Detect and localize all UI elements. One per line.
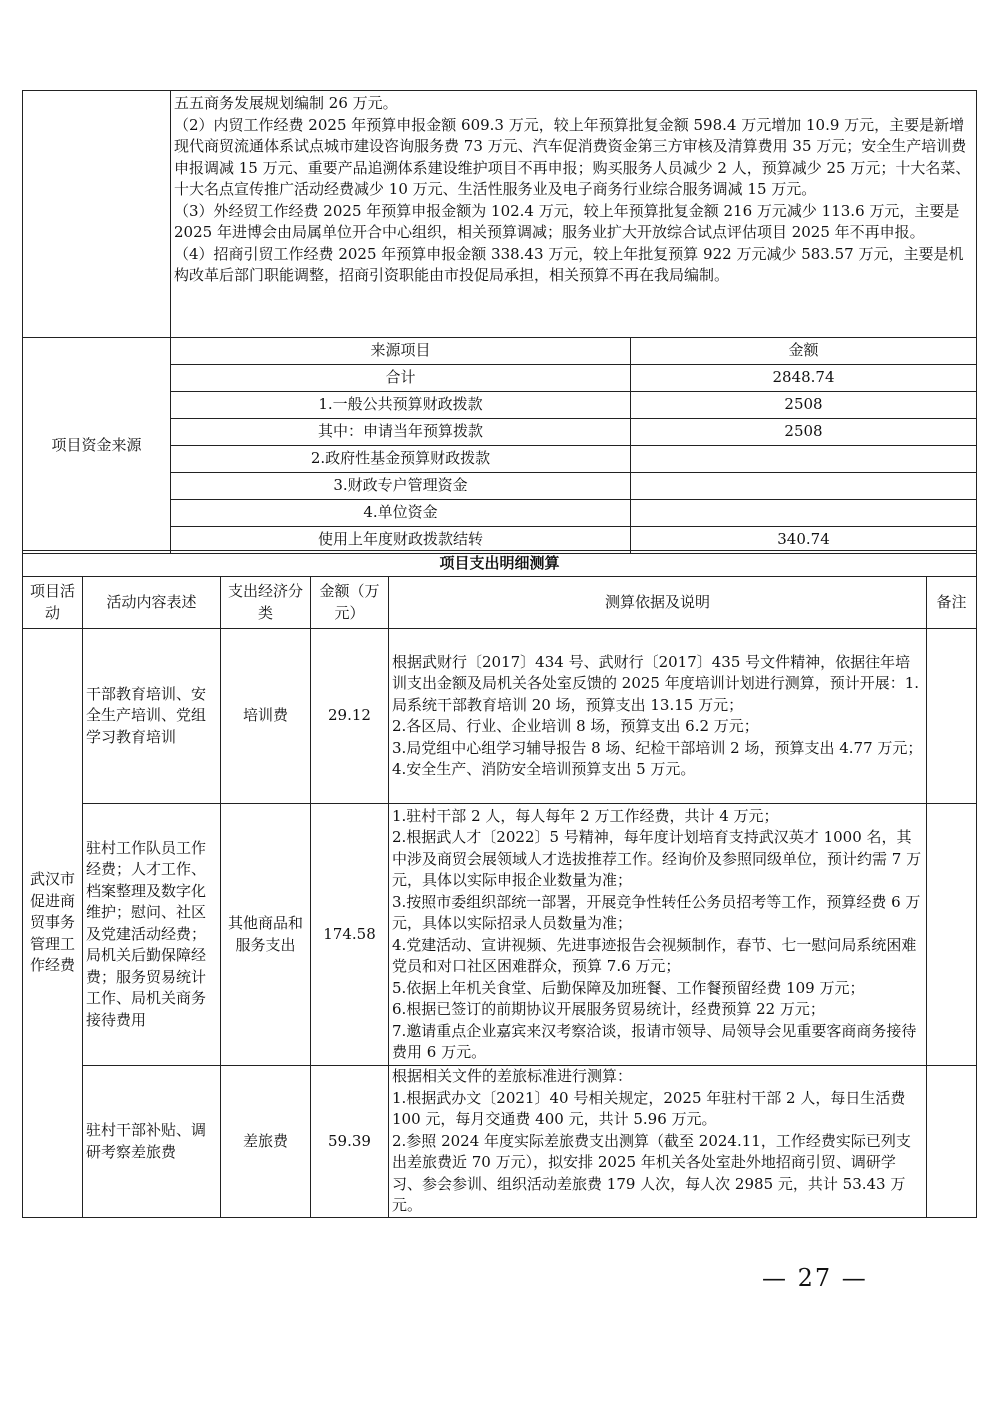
basis-line: 4.安全生产、消防安全培训预算支出 5 万元。 [392, 760, 696, 778]
source-name: 4.单位资金 [171, 500, 631, 527]
explanation-paragraph: （2）内贸工作经费 2025 年预算申报金额 609.3 万元，较上年预算批复金额 598.4 万元增加 10.9 万元，主要是新增现代商贸流通体系试点城市建设咨询服务费 73 万元、汽车促消费资金第三方审核及清算费用 35 万元；安全生产培训费申报调减 15 万元、重要产品追溯体系建设维护项目不再申报；购买服务人员减少 2 人，预算减少 25 万元；十大名菜、十大名点宣传推广活动经费减少 10 万元、生活性服务业及电子商务行业综合服务调减 15 万元。 [174, 115, 971, 198]
col-header-category: 支出经济分类 [221, 577, 311, 629]
source-amount: 2508 [631, 392, 977, 419]
source-name: 2.政府性基金预算财政拨款 [171, 446, 631, 473]
col-header-content: 活动内容表述 [83, 577, 221, 629]
explanation-paragraph: （3）外经贸工作经费 2025 年预算申报金额为 102.4 万元，较上年预算批复金额 216 万元减少 113.6 万元，主要是 2025 年进博会由局属单位开合中心组织，相关预算调减；服务业扩大开放综合试点评估项目 2025 年不再申报。 [174, 201, 960, 241]
table-row [23, 1066, 977, 1218]
source-name: 合计 [171, 365, 631, 392]
source-name: 3.财政专户管理资金 [171, 473, 631, 500]
expense-detail-table [22, 550, 977, 1218]
remark-cell [927, 629, 977, 804]
basis-line: 1.驻村干部 2 人，每人每年 2 万工作经费，共计 4 万元； [392, 806, 779, 825]
expense-amount: 174.58 [311, 804, 389, 1066]
basis-line: 4.党建活动、宣讲视频、先进事迹报告会视频制作，春节、七一慰问局系统困难党员和对口社区困难群众，预算 7.6 万元； [392, 935, 917, 975]
explanation-paragraph: （4）招商引贸工作经费 2025 年预算申报金额 338.43 万元，较上年批复预算 922 万元减少 583.57 万元，主要是机构改革后部门职能调整，招商引资职能由市投促局承担，相关预算不再在我局编制。 [174, 244, 964, 284]
expense-amount: 29.12 [311, 629, 389, 804]
amount-header: 金额 [631, 338, 977, 365]
expense-amount: 59.39 [311, 1066, 389, 1218]
calculation-basis [389, 1066, 927, 1218]
col-header-remark: 备注 [927, 577, 977, 629]
table-row [23, 804, 977, 1066]
basis-line: 2.各区局、行业、企业培训 8 场，预算支出 6.2 万元； [392, 717, 759, 735]
activity-name: 武汉市促进商贸事务管理工作经费 [23, 629, 83, 1218]
source-amount: 2508 [631, 419, 977, 446]
basis-line: 1.根据武办文〔2021〕40 号相关规定，2025 年驻村干部 2 人，每日生活费 100 元，每月交通费 400 元，共计 5.96 万元。 [392, 1088, 906, 1129]
basis-line: 根据武财行〔2017〕434 号、武财行〔2017〕435 号文件精神，依据往年培训支出金额及局机关各处室反馈的 2025 年度培训计划进行测算，预计开展：1.局系统干部教育培训 20 场，预算支出 13.15 万元； [392, 652, 920, 714]
detail-title: 项目支出明细测算 [23, 551, 977, 577]
activity-content: 干部教育培训、安全生产培训、党组学习教育培训 [83, 629, 221, 804]
remark-cell [927, 804, 977, 1066]
budget-explanation [171, 91, 977, 338]
funding-source-label: 项目资金来源 [23, 338, 171, 554]
activity-content: 驻村干部补贴、调研考察差旅费 [83, 1066, 221, 1218]
funding-table [22, 90, 977, 554]
col-header-amount: 金额（万元） [311, 577, 389, 629]
source-amount: 340.74 [631, 527, 977, 554]
basis-line: 2.根据武人才〔2022〕5 号精神，每年度计划培育支持武汉英才 1000 名，其中涉及商贸会展领域人才选拔推荐工作。经询价及参照同级单位，预计约需 7 万元，具体以实际申报企业数量为准； [392, 828, 922, 889]
col-header-activity: 项目活动 [23, 577, 83, 629]
source-name: 1.一般公共预算财政拨款 [171, 392, 631, 419]
table-row [23, 629, 977, 804]
basis-line: 5.依据上年机关食堂、后勤保障及加班餐、工作餐预留经费 109 万元； [392, 978, 865, 997]
expense-category: 培训费 [221, 629, 311, 804]
remark-cell [927, 1066, 977, 1218]
source-amount [631, 500, 977, 527]
source-name: 其中：申请当年预算拨款 [171, 419, 631, 446]
basis-line: 3.局党组中心组学习辅导报告 8 场、纪检干部培训 2 场，预算支出 4.77 万元； [392, 738, 923, 757]
basis-line: 根据相关文件的差旅标准进行测算： [392, 1067, 633, 1086]
col-header-basis: 测算依据及说明 [389, 577, 927, 629]
source-amount: 2848.74 [631, 365, 977, 392]
expense-category: 其他商品和服务支出 [221, 804, 311, 1066]
activity-content: 驻村工作队员工作经费；人才工作、档案整理及数字化维护；慰问、社区及党建活动经费；局机关后勤保障经费；服务贸易统计工作、局机关商务接待费用 [83, 804, 221, 1066]
basis-line: 6.根据已签订的前期协议开展服务贸易统计，经费预算 22 万元； [392, 1000, 825, 1018]
page-number: — 27 — [762, 1264, 868, 1292]
calculation-basis [389, 804, 927, 1066]
basis-line: 2.参照 2024 年度实际差旅费支出测算（截至 2024.11，工作经费实际已列支出差旅费近 70 万元），拟安排 2025 年机关各处室赴外地招商引贸、调研学习、参会参训、组织活动差旅费 179 人次，每人次 2985 元，共计 53.43 万元。 [392, 1131, 911, 1215]
basis-line: 7.邀请重点企业嘉宾来汉考察洽谈，报请市领导、局领导会见重要客商商务接待费用 6 万元。 [392, 1021, 917, 1061]
calculation-basis [389, 629, 927, 804]
source-name: 使用上年度财政拨款结转 [171, 527, 631, 554]
source-amount [631, 473, 977, 500]
explanation-paragraph: 五五商务发展规划编制 26 万元。 [174, 94, 398, 112]
top-left-blank [23, 91, 171, 338]
expense-category: 差旅费 [221, 1066, 311, 1218]
source-amount [631, 446, 977, 473]
source-header: 来源项目 [171, 338, 631, 365]
basis-line: 3.按照市委组织部统一部署，开展竞争性转任公务员招考等工作，预算经费 6 万元，具体以实际招录人员数量为准； [392, 892, 921, 932]
